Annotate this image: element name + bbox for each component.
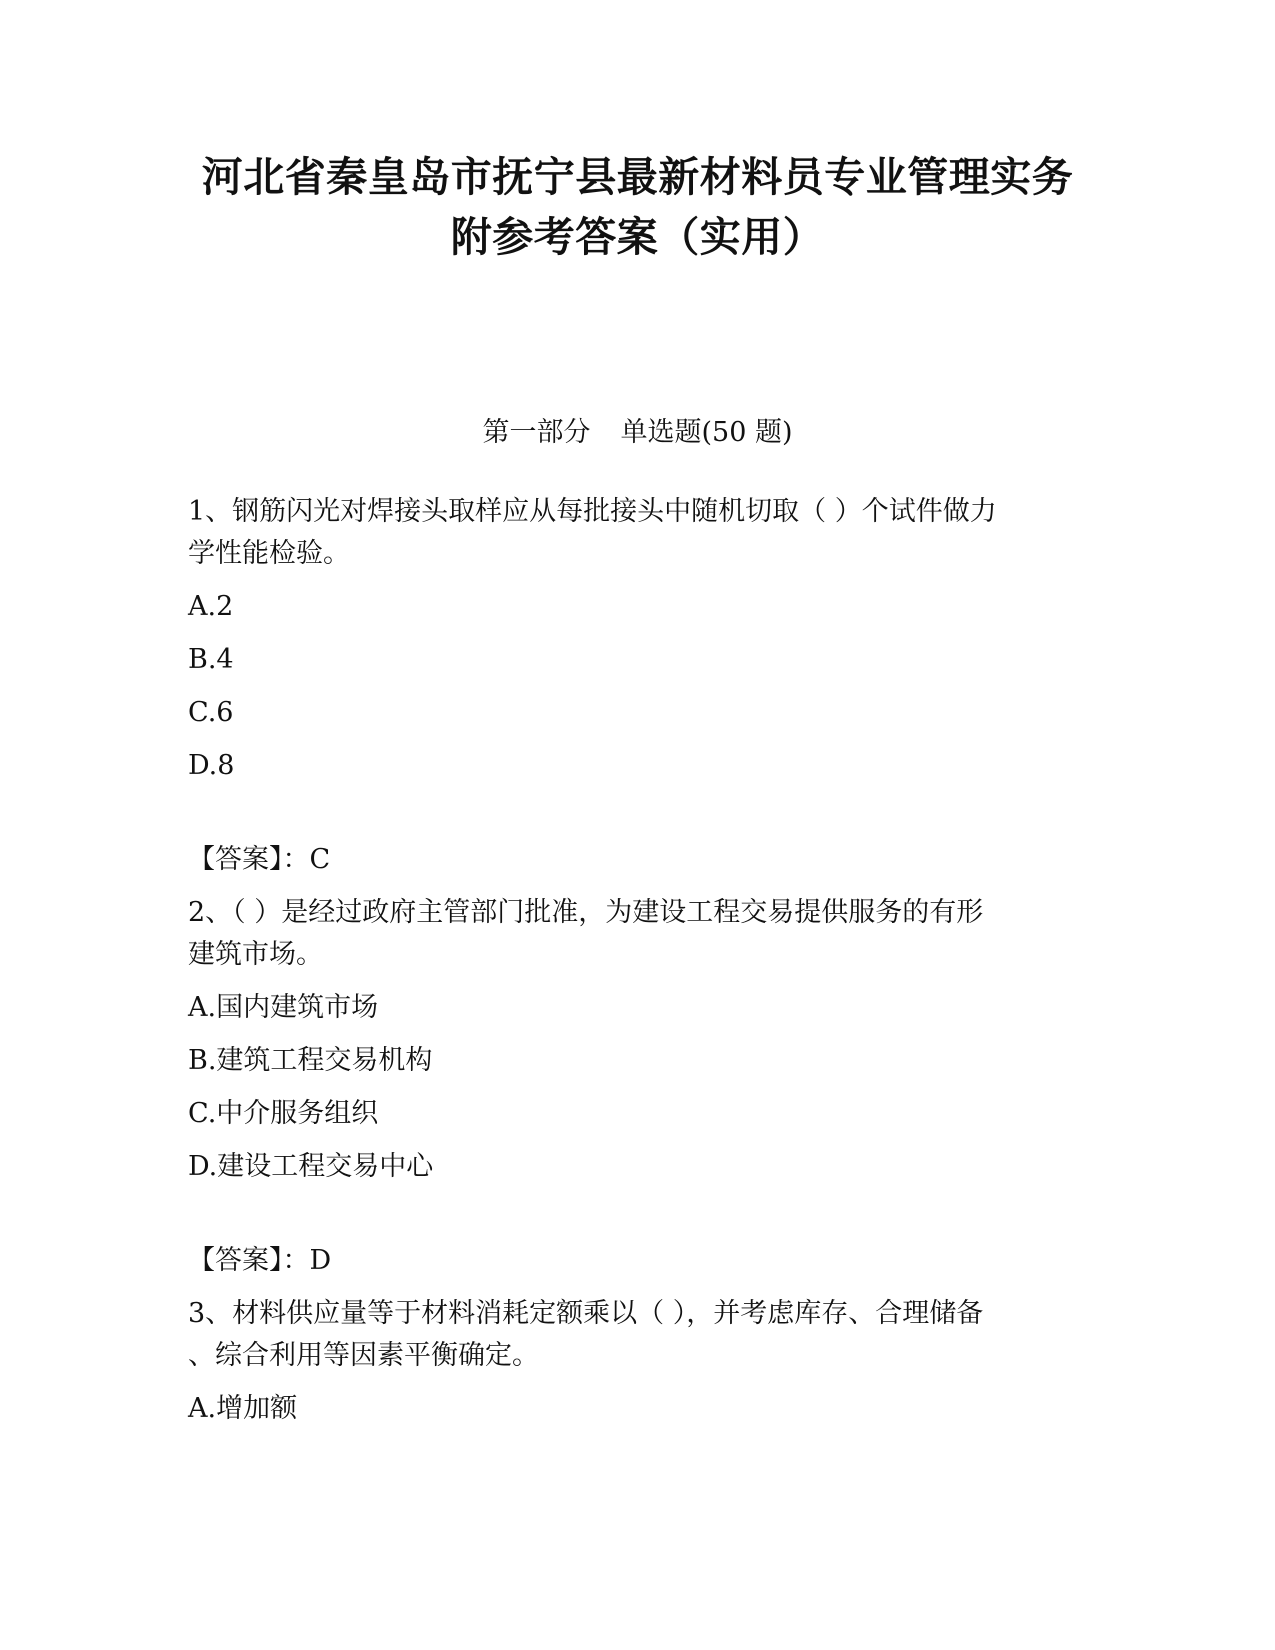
answer-value: C bbox=[309, 844, 331, 875]
section-part: 第一部分 bbox=[482, 417, 591, 448]
section-name: 单选题(50 题) bbox=[620, 417, 793, 448]
question-3-stem-line-1: 3、材料供应量等于材料消耗定额乘以（ ），并考虑库存、合理储备 bbox=[188, 1298, 984, 1329]
question-1-option-c: C.6 bbox=[188, 697, 234, 728]
question-1-option-a: A.2 bbox=[188, 591, 234, 622]
answer-label: 【答案】： bbox=[188, 1245, 310, 1276]
question-2-stem-line-2: 建筑市场。 bbox=[188, 939, 323, 970]
question-1-option-b: B.4 bbox=[188, 644, 234, 675]
question-1-stem-line-1: 1、钢筋闪光对焊接头取样应从每批接头中随机切取（ ）个试件做力 bbox=[188, 496, 997, 527]
document-title-line-2: 附参考答案（实用） bbox=[450, 213, 825, 261]
document-title-line-1: 河北省秦皇岛市抚宁县最新材料员专业管理实务 bbox=[201, 153, 1074, 201]
question-1-answer bbox=[188, 842, 1068, 878]
answer-label: 【答案】： bbox=[188, 844, 310, 875]
question-2-option-a: A.国内建筑市场 bbox=[188, 992, 379, 1023]
question-2-option-b: B.建筑工程交易机构 bbox=[188, 1045, 433, 1076]
question-3-option-a: A.增加额 bbox=[188, 1393, 298, 1424]
answer-value: D bbox=[309, 1245, 332, 1276]
question-2-option-d: D.建设工程交易中心 bbox=[188, 1151, 434, 1182]
question-2-answer bbox=[188, 1243, 1068, 1279]
question-2-stem-line-1: 2、（ ）是经过政府主管部门批准，为建设工程交易提供服务的有形 bbox=[188, 897, 984, 928]
section-heading bbox=[150, 415, 1125, 451]
question-3-stem-line-2: 、综合利用等因素平衡确定。 bbox=[188, 1340, 539, 1371]
question-1-option-d: D.8 bbox=[188, 750, 235, 781]
question-2-option-c: C.中介服务组织 bbox=[188, 1098, 379, 1129]
question-1-stem-line-2: 学性能检验。 bbox=[188, 538, 350, 569]
